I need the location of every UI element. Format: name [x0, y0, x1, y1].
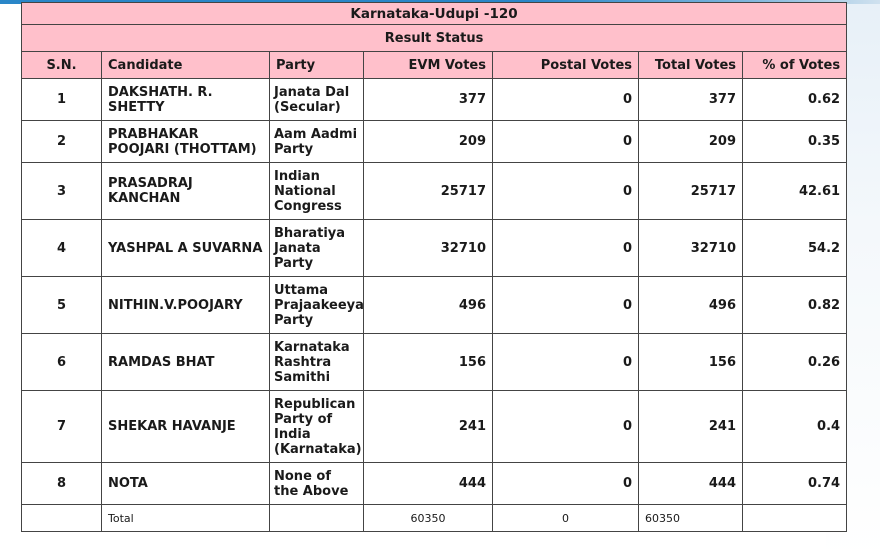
- cell-evm-votes: 32710: [364, 220, 493, 277]
- total-evm-votes: 60350: [364, 505, 493, 532]
- column-header-row: [22, 52, 847, 79]
- cell-evm-votes: 209: [364, 121, 493, 163]
- table-row: [22, 463, 847, 505]
- cell-party: None of the Above: [270, 463, 364, 505]
- table-row: [22, 163, 847, 220]
- table-row: [22, 220, 847, 277]
- cell-party: Karnataka Rashtra Samithi: [270, 334, 364, 391]
- cell-sn: 1: [22, 79, 102, 121]
- table-row: [22, 121, 847, 163]
- cell-sn: 8: [22, 463, 102, 505]
- col-header-party: Party: [270, 52, 364, 79]
- cell-total-votes: 444: [639, 463, 743, 505]
- result-table: [21, 2, 847, 532]
- total-row: [22, 505, 847, 532]
- table-row: [22, 334, 847, 391]
- col-header-postal-votes: Postal Votes: [493, 52, 639, 79]
- col-header-percent-votes: % of Votes: [743, 52, 847, 79]
- total-total-votes: 60350: [639, 505, 743, 532]
- cell-postal-votes: 0: [493, 334, 639, 391]
- cell-evm-votes: 496: [364, 277, 493, 334]
- total-cell-percent-empty: [743, 505, 847, 532]
- cell-sn: 4: [22, 220, 102, 277]
- cell-percent-votes: 0.62: [743, 79, 847, 121]
- cell-percent-votes: 0.26: [743, 334, 847, 391]
- total-postal-votes: 0: [493, 505, 639, 532]
- cell-percent-votes: 54.2: [743, 220, 847, 277]
- col-header-candidate: Candidate: [102, 52, 270, 79]
- table-row: [22, 79, 847, 121]
- cell-candidate: RAMDAS BHAT: [102, 334, 270, 391]
- cell-postal-votes: 0: [493, 463, 639, 505]
- cell-evm-votes: 444: [364, 463, 493, 505]
- col-header-evm-votes: EVM Votes: [364, 52, 493, 79]
- result-status-title: Result Status: [22, 25, 847, 52]
- cell-candidate: NITHIN.V.POOJARY: [102, 277, 270, 334]
- cell-total-votes: 25717: [639, 163, 743, 220]
- cell-candidate: PRASADRAJ KANCHAN: [102, 163, 270, 220]
- cell-candidate: PRABHAKAR POOJARI (THOTTAM): [102, 121, 270, 163]
- cell-sn: 6: [22, 334, 102, 391]
- cell-percent-votes: 0.82: [743, 277, 847, 334]
- cell-party: Aam Aadmi Party: [270, 121, 364, 163]
- table-row: [22, 391, 847, 463]
- cell-party: Janata Dal (Secular): [270, 79, 364, 121]
- cell-sn: 2: [22, 121, 102, 163]
- cell-percent-votes: 42.61: [743, 163, 847, 220]
- cell-postal-votes: 0: [493, 121, 639, 163]
- cell-evm-votes: 156: [364, 334, 493, 391]
- cell-postal-votes: 0: [493, 277, 639, 334]
- cell-sn: 3: [22, 163, 102, 220]
- constituency-title-row: [22, 3, 847, 25]
- cell-evm-votes: 377: [364, 79, 493, 121]
- cell-total-votes: 32710: [639, 220, 743, 277]
- col-header-total-votes: Total Votes: [639, 52, 743, 79]
- constituency-title: Karnataka-Udupi -120: [22, 3, 847, 25]
- cell-sn: 7: [22, 391, 102, 463]
- cell-percent-votes: 0.4: [743, 391, 847, 463]
- cell-percent-votes: 0.35: [743, 121, 847, 163]
- cell-party: Republican Party of India (Karnataka): [270, 391, 364, 463]
- cell-total-votes: 156: [639, 334, 743, 391]
- cell-total-votes: 241: [639, 391, 743, 463]
- total-label: Total: [102, 505, 270, 532]
- cell-sn: 5: [22, 277, 102, 334]
- cell-postal-votes: 0: [493, 220, 639, 277]
- cell-total-votes: 377: [639, 79, 743, 121]
- cell-postal-votes: 0: [493, 391, 639, 463]
- total-cell-sn-empty: [22, 505, 102, 532]
- col-header-sn: S.N.: [22, 52, 102, 79]
- cell-total-votes: 496: [639, 277, 743, 334]
- cell-candidate: YASHPAL A SUVARNA: [102, 220, 270, 277]
- cell-postal-votes: 0: [493, 79, 639, 121]
- cell-party: Indian National Congress: [270, 163, 364, 220]
- cell-party: Bharatiya Janata Party: [270, 220, 364, 277]
- table-row: [22, 277, 847, 334]
- cell-postal-votes: 0: [493, 163, 639, 220]
- cell-percent-votes: 0.74: [743, 463, 847, 505]
- result-status-row: [22, 25, 847, 52]
- cell-candidate: SHEKAR HAVANJE: [102, 391, 270, 463]
- cell-party: Uttama Prajaakeeya Party: [270, 277, 364, 334]
- cell-candidate: DAKSHATH. R. SHETTY: [102, 79, 270, 121]
- total-cell-party-empty: [270, 505, 364, 532]
- cell-evm-votes: 25717: [364, 163, 493, 220]
- cell-total-votes: 209: [639, 121, 743, 163]
- cell-evm-votes: 241: [364, 391, 493, 463]
- cell-candidate: NOTA: [102, 463, 270, 505]
